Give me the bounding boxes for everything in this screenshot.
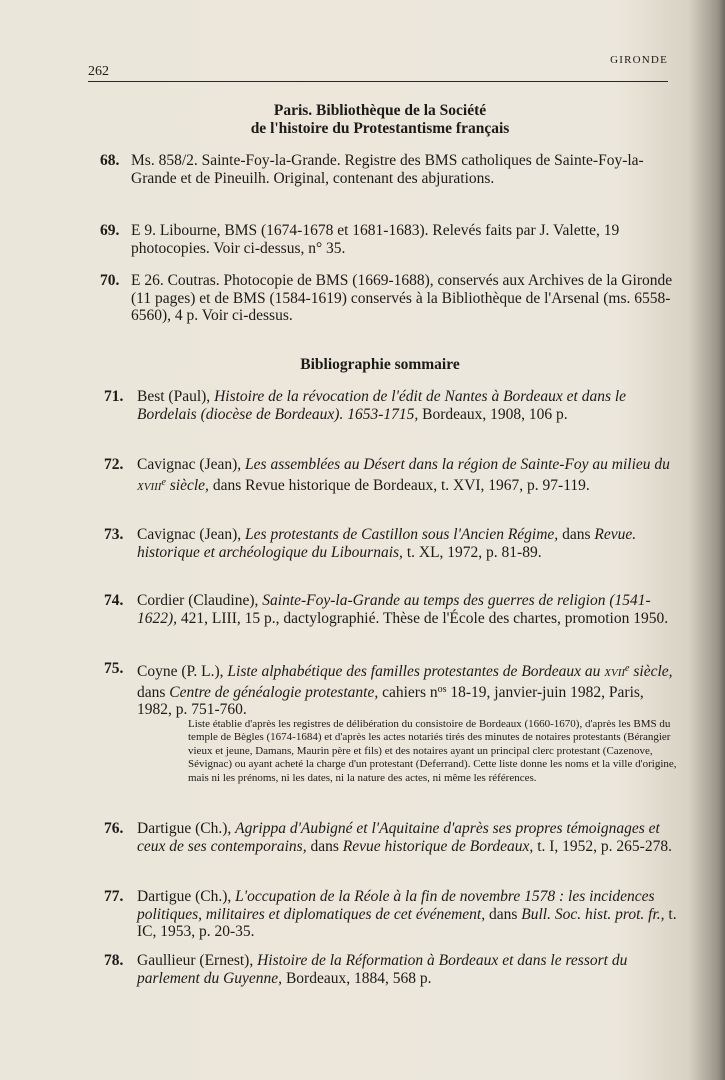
entry-68 (100, 152, 675, 187)
entry-number: 73. (104, 526, 124, 543)
entry-number: 72. (104, 456, 124, 473)
page-header (88, 52, 668, 84)
page-number: 262 (88, 64, 109, 79)
entry-72 (104, 456, 679, 494)
entry-75-note: Liste établie d'après les registres de délibération du consistoire de Bordeaux (1660-1670), d'après les BMS du temple de Bègles (1674-1684) et d'après les actes notariés tirés des minutes de notaires protestants (Bérangier vieux et jeune, Damans, Maurin père et fils) et des notaires ayant un principal clerc protestant (Cazenove, Sévignac) ou ayant acheté la charge d'un protestant (Deferrand). Cette liste donne les noms et la ville d'origine, mais ni les prénoms, ni les dates, ni la nature des actes, ni même les références. (188, 718, 677, 784)
entry-text: Gaullieur (Ernest), Histoire de la Réformation à Bordeaux et dans le ressort du parlement du Guyenne, Bordeaux, 1884, 568 p. (137, 952, 628, 987)
section-title-line-2: de l'histoire du Protestantisme français (250, 120, 510, 137)
section-title-line-1: Paris. Bibliothèque de la Société (273, 102, 487, 119)
entry-number: 75. (104, 660, 124, 677)
entry-text: E 26. Coutras. Photocopie de BMS (1669-1688), conservés aux Archives de la Gironde (11 pages) et de BMS (1584-1619) conservés à la Bibliothèque de l'Arsenal (ms. 6558-6560), 4 p. Voir ci-dessus. (131, 272, 673, 324)
entry-number: 77. (104, 888, 124, 905)
entry-number: 78. (104, 952, 124, 969)
entry-text: Dartigue (Ch.), Agrippa d'Aubigné et l'Aquitaine d'après ses propres témoignages et ceux de ses contemporains, dans Revue historique de Bordeaux, t. I, 1952, p. 265-278. (137, 820, 672, 855)
entry-text: E 9. Libourne, BMS (1674-1678 et 1681-1683). Relevés faits par J. Valette, 19 photocopies. Voir ci-dessus, n° 35. (131, 222, 620, 257)
entry-78 (104, 952, 679, 987)
entry-73 (104, 526, 679, 561)
section-title-archives (180, 102, 580, 138)
entry-number: 70. (100, 272, 120, 289)
entry-number: 69. (100, 222, 120, 239)
entry-text: Cordier (Claudine), Sainte-Foy-la-Grande au temps des guerres de religion (1541-1622), 421, LIII, 15 p., dactylographié. Thèse de l'École des chartes, promotion 1950. (137, 592, 669, 627)
entry-number: 71. (104, 388, 124, 405)
entry-text: Coyne (P. L.), Liste alphabétique des familles protestantes de Bordeaux au xvii$^e$ siècle, dans Centre de généalogie protestante, cahiers $n^{os}$ 18-19, janvier-juin 1982, Paris, 1982, p. 751-760. (137, 663, 673, 718)
section-title-bibliography: Bibliographie sommaire (300, 356, 460, 373)
running-title: GIRONDE (610, 54, 668, 66)
entry-number: 68. (100, 152, 120, 169)
entry-text: Dartigue (Ch.), L'occupation de la Réole à la fin de novembre 1578 : les incidences politiques, militaires et diplomatiques de cet événement, dans Bull. Soc. hist. prot. fr., t. IC, 1953, p. 20-35. (137, 888, 677, 940)
entry-71 (104, 388, 679, 423)
entry-number: 76. (104, 820, 124, 837)
entry-69 (100, 222, 675, 257)
entry-76 (104, 820, 679, 855)
entry-text: Ms. 858/2. Sainte-Foy-la-Grande. Registre des BMS catholiques de Sainte-Foy-la-Grande et de Pineuilh. Original, contenant des abjurations. (131, 152, 644, 187)
entry-text: Best (Paul), Histoire de la révocation de l'édit de Nantes à Bordeaux et dans le Bordelais (diocèse de Bordeaux). 1653-1715, Bordeaux, 1908, 106 p. (137, 388, 627, 423)
entry-70 (100, 272, 675, 325)
header-rule (88, 81, 668, 82)
entry-77 (104, 888, 679, 941)
entry-74 (104, 592, 679, 627)
entry-text: Cavignac (Jean), Les protestants de Castillon sous l'Ancien Régime, dans Revue. historique et archéologique du Libournais, t. XL, 1972, p. 81-89. (137, 526, 637, 561)
entry-text: Cavignac (Jean), Les assemblées au Désert dans la région de Sainte-Foy au milieu du xviii$^e$ siècle, dans Revue historique de Bordeaux, t. XVI, 1967, p. 97-119. (137, 456, 670, 494)
entry-75 (104, 660, 679, 719)
entry-number: 74. (104, 592, 124, 609)
